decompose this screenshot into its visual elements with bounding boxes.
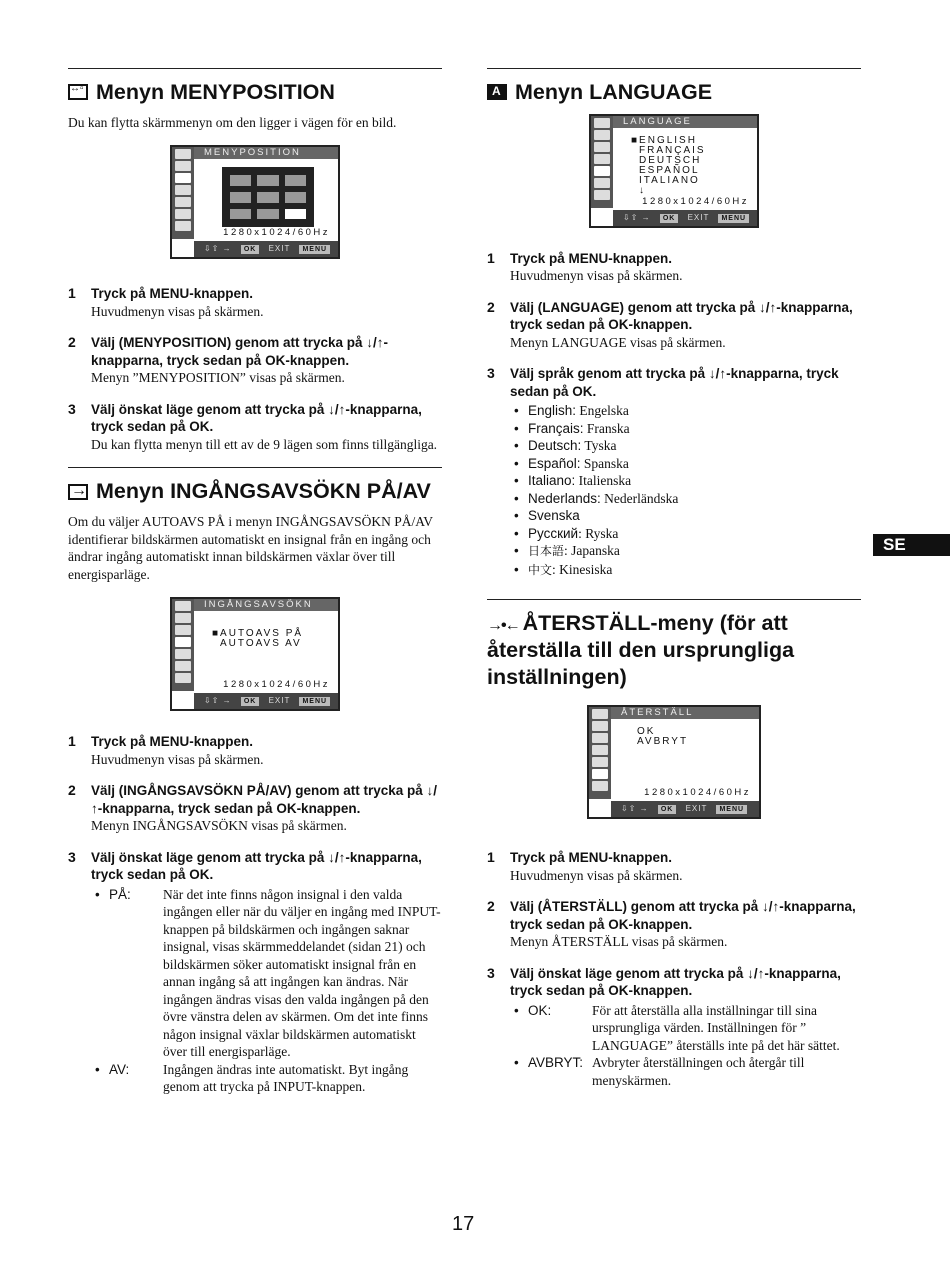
section-heading-menyposition (68, 79, 442, 106)
step: 2 Välj (INGÅNGSAVSÖKN PÅ/AV) genom att trycka på ↓/↑-knapparna, tryck sedan på OK-knappen. Menyn INGÅNGSAVSÖKN visas på skärmen. (68, 782, 438, 834)
section-rule (487, 599, 861, 600)
osd-resolution: 1280x1024/60Hz (642, 195, 749, 207)
osd-resolution: 1280x1024/60Hz (223, 227, 330, 239)
menu-position-icon (68, 84, 88, 100)
left-column (68, 68, 442, 1096)
steps-ingangsavsokn (68, 733, 442, 1096)
osd-aterstall (587, 705, 761, 819)
osd-options: ■ENGLISH FRANÇAIS DEUTSCH ESPAÑOL ITALIANO ↓ (631, 134, 706, 196)
section-heading-language (487, 79, 861, 106)
option-row: • OK: För att återställa alla inställningar till sina ursprungliga värden. Inställningen för ” LANGUAGE” återställs inte på det här sättet. (510, 1002, 861, 1055)
section-heading-aterstall (487, 610, 861, 691)
step: 1 Tryck på MENU-knappen. Huvudmenyn visas på skärmen. (68, 285, 264, 319)
reset-icon: →•← (487, 617, 519, 635)
steps-language (487, 250, 861, 580)
section-rule (68, 467, 442, 468)
page-number: 17 (452, 1213, 475, 1235)
language-item: • 日本語: Japanska (528, 542, 861, 561)
heading-text: Menyn INGÅNGSAVSÖKN PÅ/AV (96, 479, 431, 504)
position-grid (222, 167, 314, 227)
osd-footer: ⇩⇧ → OK EXIT MENU (613, 210, 757, 226)
option-row: • AV: Ingången ändras inte automatiskt. Byt ingång genom att trycka på INPUT-knappen. (91, 1061, 442, 1096)
osd-title: INGÅNGSAVSÖKN (194, 599, 338, 611)
step: 2 Välj (MENYPOSITION) genom att trycka på ↓/↑-knapparna, tryck sedan på OK-knappen. Menyn ”MENYPOSITION” visas på skärmen. (68, 334, 389, 386)
language-item: • Deutsch: Tyska (528, 437, 861, 455)
osd-icon-column (589, 707, 611, 799)
osd-icon-column (172, 147, 194, 239)
language-item: • 中文: Kinesiska (528, 561, 861, 580)
osd-footer: ⇩⇧ → OK EXIT MENU (194, 693, 338, 709)
section-rule (68, 68, 442, 69)
osd-ingangsavsokn (170, 597, 340, 711)
osd-title: LANGUAGE (613, 116, 757, 128)
heading-text: Menyn MENYPOSITION (96, 80, 335, 104)
step: 1 Tryck på MENU-knappen. Huvudmenyn visas på skärmen. (487, 249, 683, 284)
osd-footer: ⇩⇧ → OK EXIT MENU (611, 801, 759, 817)
osd-options: OK AVBRYT (637, 726, 689, 747)
option-list (68, 886, 442, 1096)
language-item: • Français: Franska (528, 420, 861, 438)
language-item: • Svenska (528, 507, 861, 525)
step: 3 Välj önskat läge genom att trycka på ↓/↑-knapparna, tryck sedan på OK. Du kan flytta menyn till ett av de 9 lägen som finns tillgängliga. (68, 400, 438, 452)
osd-icon-column (591, 116, 613, 208)
steps-menyposition (68, 285, 442, 453)
step: 1 Tryck på MENU-knappen. Huvudmenyn visas på skärmen. (487, 849, 683, 883)
intro-text: Du kan flytta skärmmenyn om den ligger i vägen för en bild. (68, 114, 397, 130)
heading-text: ÅTERSTÄLL-meny (för att återställa till den ursprungliga inställningen) (487, 611, 795, 690)
section-heading-ingangsavsokn (68, 478, 442, 505)
osd-icon-column (172, 599, 194, 691)
step: 2 Välj (ÅTERSTÄLL) genom att trycka på ↓/↑-knapparna, tryck sedan på OK-knappen. Menyn ÅTERSTÄLL visas på skärmen. (487, 898, 856, 949)
osd-menyposition (170, 145, 340, 259)
language-item: • English: Engelska (528, 402, 861, 420)
osd-resolution: 1280x1024/60Hz (223, 679, 330, 691)
heading-text: Menyn LANGUAGE (515, 80, 713, 104)
right-column (487, 68, 861, 1089)
intro-text: Om du väljer AUTOAVS PÅ i menyn INGÅNGSAVSÖKN PÅ/AV identifierar bildskärmen automatiskt en insignal från en ingång och ändrar ingång automatiskt innan bildskärmen växlar över till energisparläge. (68, 514, 433, 582)
step: 1 Tryck på MENU-knappen. Huvudmenyn visas på skärmen. (68, 733, 264, 767)
osd-title: MENYPOSITION (194, 147, 338, 159)
option-row: • PÅ: När det inte finns någon insignal i den valda ingången eller när du väljer en ingång med INPUT-knappen på bildskärmen och ingången saknar insignal, visas skärmmeddelandet (sidan 21) och bildskärmen söker automatiskt insignal från en annan ingång så att ingången kan ändras. När ingången ändras visas den valda ingången på den övre vänstra delen av skärmen. Om det inte finns någon insignal växlar bildskärmen automatiskt över till energisparläge. (91, 886, 442, 1061)
step: 3 Välj önskat läge genom att trycka på ↓/↑-knapparna, tryck sedan på OK-knappen. (487, 964, 841, 998)
section-rule (487, 68, 861, 69)
language-icon (487, 84, 507, 100)
language-item: • Русский: Ryska (528, 525, 861, 543)
step: 3 Välj språk genom att trycka på ↓/↑-knapparna, tryck sedan på OK. (487, 365, 839, 399)
osd-options: ■AUTOAVS PÅ AUTOAVS AV (212, 628, 304, 650)
option-list (487, 1002, 861, 1090)
input-sensing-icon (68, 484, 88, 500)
osd-title: ÅTERSTÄLL (611, 707, 759, 719)
language-list (510, 402, 861, 579)
language-item: • Nederlands: Nederländska (528, 490, 861, 508)
osd-resolution: 1280x1024/60Hz (644, 787, 751, 798)
step: 2 Välj (LANGUAGE) genom att trycka på ↓/↑-knapparna, tryck sedan på OK-knappen. Menyn LANGUAGE visas på skärmen. (487, 298, 853, 350)
language-item: • Italiano: Italienska (528, 472, 861, 490)
language-item: • Español: Spanska (528, 455, 861, 473)
step: 3 Välj önskat läge genom att trycka på ↓/↑-knapparna, tryck sedan på OK. (68, 848, 422, 883)
steps-aterstall (487, 849, 861, 1089)
osd-footer: ⇩⇧ → OK EXIT MENU (194, 241, 338, 257)
osd-language (589, 114, 759, 228)
language-tab: SE (873, 534, 950, 556)
option-row: • AVBRYT: Avbryter återställningen och återgår till menyskärmen. (510, 1054, 861, 1089)
